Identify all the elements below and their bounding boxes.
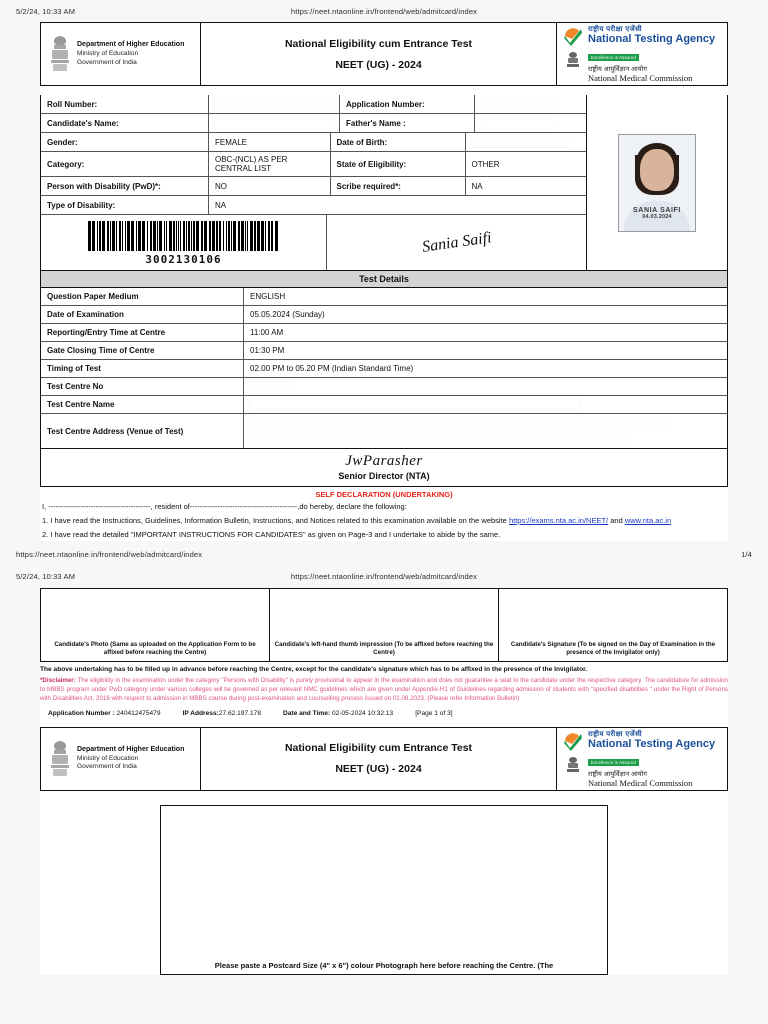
photo-caption-date: 04.03.2024 [642,213,672,220]
test-detail-label: Date of Examination [41,306,244,323]
candidate-field-value [209,114,340,132]
dept-line-3: Government of India [77,58,137,66]
test-detail-value: 01:30 PM [250,346,285,355]
test-detail-label: Gate Closing Time of Centre [41,342,244,359]
candidate-field-label: State of Eligibility: [331,152,466,176]
nmc-emblem-icon [565,756,581,773]
signature-affix-box [499,589,727,661]
test-details-table [40,288,728,449]
test-detail-row [41,414,727,448]
barcode-icon [88,221,280,251]
test-detail-label: Test Centre Name [41,396,244,413]
test-detail-row [41,306,727,324]
candidate-field-value: OTHER [471,159,500,169]
print-header-2-url: https://neet.ntaonline.in/frontend/web/admitcard/index [290,572,478,582]
admit-card-sheet-1 [40,22,728,541]
candidate-row [41,177,586,196]
candidate-field-label: Category: [41,152,209,176]
candidate-field-label: Date of Birth: [331,133,466,151]
disclaimer-label: *Disclaimer: [40,676,76,684]
masthead-2-title [201,728,557,790]
candidate-field-label: Type of Disability: [41,196,209,214]
candidate-field-label: Father's Name : [340,114,475,132]
postcard-photo-box [160,805,608,975]
candidate-field-label: Scribe required*: [331,177,466,195]
dept-line-2: Ministry of Education [77,49,139,57]
thumb-impression-caption: Candidate's left-hand thumb impression (To be affixed before reaching the Centre) [274,640,494,657]
declaration-point-1-and: and [608,515,625,525]
test-detail-row [41,396,727,414]
admit-card-sheet-2 [40,588,728,975]
nmc-2-english-name: National Medical Commission [588,777,693,788]
nta-website-link[interactable]: www.nta.ac.in [624,515,672,525]
test-detail-label: Question Paper Medium [41,288,244,305]
barcode-cell [41,215,327,270]
datetime-label: Date and Time: [282,709,331,717]
candidate-row [41,196,586,214]
application-meta-line [40,710,728,717]
print-footer-page: 1/4 [741,550,752,560]
declaration-point-1 [42,516,726,527]
ip-address-value: 27.62.197.178 [218,709,261,717]
test-detail-row [41,288,727,306]
application-number-value: 240412475479 [116,709,161,717]
postcard-caption: Please paste a Postcard Size (4" x 6") colour Photograph here before reaching the Centre. (The [214,960,554,970]
declaration-intro-a: I, [42,502,49,511]
test-detail-row [41,342,727,360]
exam-title: National Eligibility cum Entrance Test [284,37,473,50]
declaration-intro-b: , resident of [150,502,190,511]
print-header-1 [0,0,768,22]
print-footer-url: https://neet.ntaonline.in/frontend/web/admitcard/index [16,550,203,560]
test-detail-label: Timing of Test [41,360,244,377]
candidate-row [41,133,586,152]
candidate-field-value: NA [471,181,483,191]
masthead-department [41,23,201,85]
declaration-point-2: 2. I have read the detailed "IMPORTANT INSTRUCTIONS FOR CANDIDATES" as given on Page-3 and I undertake to abide by the same. [42,529,501,539]
redacted-value [250,382,290,391]
candidate-field-label: Application Number: [340,95,475,113]
candidate-field-value [466,133,587,151]
test-detail-label: Reporting/Entry Time at Centre [41,324,244,341]
barcode-signature-strip [41,214,586,270]
nta-check-logo-icon [563,27,583,47]
print-header-2-datetime: 5/2/24, 10:33 AM [16,572,76,582]
nta-tagline: Excellence is Assured [588,54,639,61]
candidate-field-value: OBC-(NCL) AS PER CENTRAL LIST [209,152,331,176]
declaration-point-1-text: 1. I have read the Instructions, Guidelines, Information Bulletin, Instructions, and Notices related to this examination available on the website [42,515,509,525]
printed-page-2 [0,566,768,975]
nta-check-logo-icon [563,732,583,752]
affix-boxes [40,588,728,662]
masthead-agency [557,23,727,85]
director-block [40,449,728,487]
nmc-hindi-name: राष्ट्रीय आयुर्विज्ञान आयोग [588,65,647,73]
candidate-details-table [40,95,728,271]
redacted-value [481,100,553,109]
thumb-impression-box [270,589,499,661]
nta-english-name: National Testing Agency [588,33,716,46]
dept-2-line-3: Government of India [77,763,137,771]
self-declaration [40,487,728,541]
undertaking-note: The above undertaking has to be filled up in advance before reaching the Centre, except for the candidate's signature which has to be affixed in the presence of the Invigilator. [40,665,588,673]
test-detail-row [41,378,727,396]
declaration-intro [42,502,726,513]
disclaimer-text [40,676,728,704]
print-header-datetime: 5/2/24, 10:33 AM [16,6,76,16]
test-detail-row [41,324,727,342]
candidate-rows [41,95,587,270]
dept-2-line-2: Ministry of Education [77,754,139,762]
ip-address-label: IP Address: [182,709,219,717]
candidate-row [41,95,586,114]
dept-line-1: Department of Higher Education [77,41,185,49]
director-signature: JwParasher [345,453,423,469]
photo-caption [619,207,695,220]
datetime-value: 02-05-2024 10:32:13 [331,709,394,717]
masthead-2-department [41,728,201,790]
test-detail-value [244,396,727,413]
declaration-blank-1: ----------------------------------------- [48,502,151,511]
declaration-blank-2: ------------------------------------------- [189,502,298,511]
test-detail-value: 02.00 PM to 05.20 PM (Indian Standard Time) [250,364,414,373]
exam-subtitle: NEET (UG) - 2024 [335,58,422,71]
candidate-field-label: Roll Number: [41,95,209,113]
nta-hindi-name: राष्ट्रीय परीक्षा एजेंसी [588,26,643,34]
candidate-row [41,152,586,177]
test-detail-value: ENGLISH [250,292,286,301]
nta-2-english-name: National Testing Agency [588,737,716,750]
dept-2-line-1: Department of Higher Education [77,746,185,754]
candidate-field-value [209,95,340,113]
redacted-value [250,421,670,430]
candidate-field-label: Candidate's Name: [41,114,209,132]
exam-subtitle-2: NEET (UG) - 2024 [335,763,422,776]
test-detail-label: Test Centre No [41,378,244,395]
masthead-2-agency [557,728,727,790]
masthead-title [201,23,557,85]
print-header-url: https://neet.ntaonline.in/frontend/web/admitcard/index [290,6,478,16]
candidate-field-label: Gender: [41,133,209,151]
signature-affix-caption: Candidate's Signature (To be signed on the Day of Examination in the presence of the Invigilator only) [510,640,716,657]
exams-nta-link[interactable]: https://exams.nta.ac.in/NEET/ [508,515,609,525]
masthead [40,22,728,86]
candidate-field-value [475,114,586,132]
test-details-heading: Test Details [40,271,728,288]
page-of-indicator: [Page 1 of 3] [415,709,453,717]
redacted-value [250,433,630,442]
candidate-photo [618,134,696,232]
masthead-2 [40,727,728,791]
candidate-field-value [475,95,586,113]
disclaimer-body: The eligibility in the examination under the category "Persons with Disability" is purely provisional to appear in the examination and does not guarantee a seat to the candidate under the respective category. The candidature for admission to MBBS program under PwD category under various colleges will be governed as per relevant NMC guidelines which are given under Appendix-H1 of Guidelines regarding admission of students with "specified disabilities " under the Right of Persons with Disabilities Act, 2016 with respect to admission in MBBS course during post-examination and counselling process issued on 01.08.2023. (Please refer Information Bulletin) [40,676,728,703]
nta-2-tagline: Excellence is Assured [588,759,639,766]
nmc-english-name: National Medical Commission [588,72,693,83]
test-detail-value [244,414,727,448]
application-number-label: Application Number : [48,709,115,717]
nta-2-hindi-name: राष्ट्रीय परीक्षा एजेंसी [588,730,643,738]
candidate-field-label: Person with Disability (PwD)*: [41,177,209,195]
redacted-value [215,119,333,128]
datetime-field [283,710,393,717]
photo-caption-name: SANIA SAIFI [633,206,681,214]
redacted-value [472,138,568,147]
test-detail-row [41,360,727,378]
ip-address-field [183,710,261,717]
national-emblem-icon [49,739,71,779]
candidate-signature-cell [327,215,586,270]
print-footer-1 [0,544,768,566]
redacted-value [215,100,333,109]
print-header-2 [0,566,768,588]
declaration-intro-c: ,do hereby, declare the following: [297,502,407,511]
test-detail-value: 11:00 AM [250,328,284,337]
redacted-value [481,119,553,128]
application-number-field [48,710,161,717]
candidate-field-value: NA [215,200,227,210]
barcode-number: 3002130106 [145,253,222,266]
test-detail-label: Test Centre Address (Venue of Test) [41,414,244,448]
candidate-signature: Sania Saifi [420,228,493,256]
photo-affix-box [41,589,270,661]
declaration-heading: SELF DECLARATION (UNDERTAKING) [315,490,453,499]
candidate-field-value: FEMALE [209,133,331,151]
director-title: Senior Director (NTA) [338,471,430,481]
nmc-2-hindi-name: राष्ट्रीय आयुर्विज्ञान आयोग [588,770,647,778]
national-emblem-icon [49,34,71,74]
nmc-emblem-icon [565,51,581,68]
test-detail-value: 05.05.2024 (Sunday) [250,310,325,319]
redacted-value [250,400,580,409]
candidate-row [41,114,586,133]
candidate-field-value: NO [209,177,331,195]
candidate-photo-cell [587,95,727,270]
exam-title-2: National Eligibility cum Entrance Test [284,742,473,755]
photo-affix-caption: Candidate's Photo (Same as uploaded on the Application Form to be affixed before reaching the Centre) [54,640,256,657]
test-detail-value [244,378,727,395]
